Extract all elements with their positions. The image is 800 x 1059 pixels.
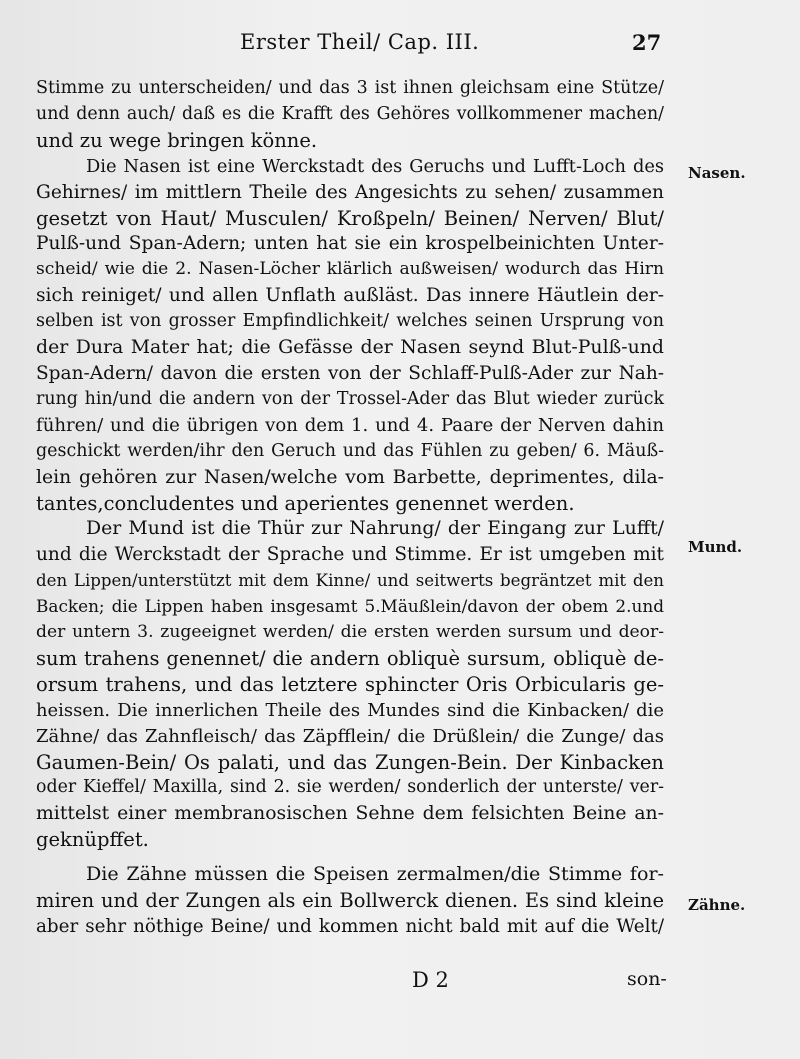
text-line: heissen. Die innerlichen Theile des Mundes sind die Kinbacken/ die [36,699,664,721]
text-line: Gehirnes/ im mittlern Theile des Angesichts zu sehen/ zusammen [36,181,664,203]
text-line: geschickt werden/ihr den Geruch und das Fühlen zu geben/ 6. Mäuß- [36,440,664,461]
text-line: sich reiniget/ und allen Unflath außläst. Das innere Häutlein der- [36,285,664,307]
text-line: und zu wege bringen könne. [36,128,318,152]
text-line: und denn auch/ daß es die Krafft des Gehöres vollkommener machen/ [36,103,664,124]
text-line: mittelst einer membranosischen Sehne dem felsichten Beine an- [36,803,664,825]
text-line: Gaumen-Bein/ Os palati, und das Zungen-Bein. Der Kinbacken [36,750,664,774]
text-line: miren und der Zungen als ein Bollwerck dienen. Es sind kleine [36,889,664,913]
page-number: 27 [632,30,662,55]
text-line: den Lippen/unterstützt mit dem Kinne/ und seitwerts begräntzet mit den [36,571,664,591]
running-title: Erster Theil/ Cap. III. [240,30,480,54]
text-line: Span-Adern/ davon die ersten von der Schlaff-Pulß-Ader zur Nah- [36,362,664,384]
text-line: rung hin/und die andern von der Trossel-Ader das Blut wieder zurück [36,388,664,409]
text-line: sum trahens genennet/ die andern obliquè sursum, obliquè de- [36,646,664,670]
text-line: der Dura Mater hat; die Gefässe der Nasen seynd Blut-Pulß-und [36,336,664,359]
text-line: Stimme zu unterscheiden/ und das 3 ist ihnen gleichsam eine Stütze/ [36,78,664,98]
paragraph-start-nasen: Die Nasen ist eine Werckstadt des Geruchs und Lufft-Loch des [86,155,664,177]
text-line: selben ist von grosser Empfindlichkeit/ welches seinen Ursprung von [36,311,664,332]
margin-note-zaehne: Zähne. [688,896,746,914]
body-text [36,76,664,940]
catchword: son- [627,968,667,990]
text-line: orsum trahens, und das letztere sphincter Oris Orbicularis ge- [36,672,664,696]
margin-note-nasen: Nasen. [688,164,746,182]
text-line: oder Kieffel/ Maxilla, sind 2. sie werden/ sonderlich der unterste/ ver- [36,777,664,798]
text-line: Backen; die Lippen haben insgesamt 5.Mäußlein/davon der obem 2.und [36,596,664,617]
signature-mark: D 2 [412,968,449,992]
text-line: und die Werckstadt der Sprache und Stimme. Er ist umgeben mit [36,544,664,566]
text-line: geknüpffet. [36,828,149,852]
running-header [0,30,800,60]
text-line: Zähne/ das Zahnfleisch/ das Zäpfflein/ die Drüßlein/ die Zunge/ das [36,725,664,747]
text-line: Pulß-und Span-Adern; unten hat sie ein krospelbeinichten Unter- [36,233,664,255]
page-footer [0,968,800,998]
margin-note-mund: Mund. [688,538,743,556]
text-line: tantes,concludentes und aperientes genennet werden. [36,491,575,515]
text-line: der untern 3. zugeeignet werden/ die ersten werden sursum und deor- [36,622,664,643]
paragraph-start-mund: Der Mund ist die Thür zur Nahrung/ der Eingang zur Lufft/ [86,518,664,540]
text-line: scheid/ wie die 2. Nasen-Löcher klärlich außweisen/ wodurch das Hirn [36,259,664,280]
text-line: aber sehr nöthige Beine/ und kommen nicht bald mit auf die Welt/ [36,916,664,937]
text-line: gesetzt von Haut/ Musculen/ Kroßpeln/ Beinen/ Nerven/ Blut/ [36,206,664,230]
paragraph-start-zaehne: Die Zähne müssen die Speisen zermalmen/die Stimme for- [86,863,664,886]
text-line: führen/ und die übrigen von dem 1. und 4. Paare der Nerven dahin [36,414,664,436]
text-line: lein gehören zur Nasen/welche vom Barbette, deprimentes, dila- [36,466,664,488]
